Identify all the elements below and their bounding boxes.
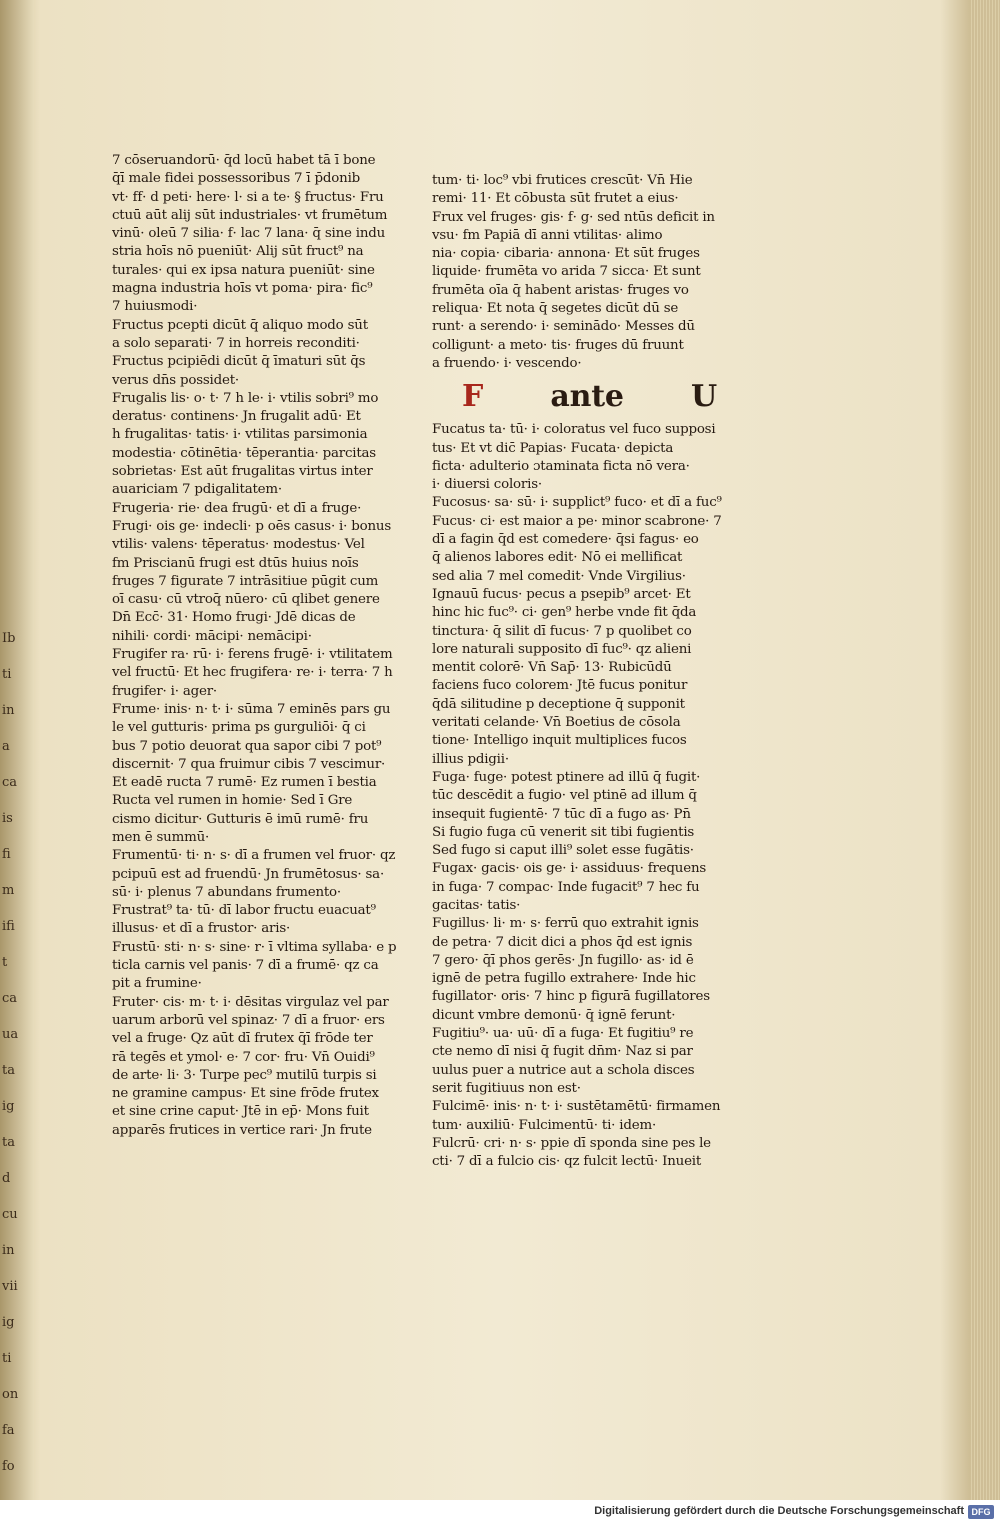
- text-line: vt· ff· d̄ peti· here· l· si a te· § fructus· Fru: [112, 189, 384, 205]
- margin-fragment: ca: [2, 991, 18, 1006]
- text-line: Fucosus· sa· sū· i· supplict⁹ fuco· et dī a fuc⁹: [432, 495, 722, 511]
- text-line: in fuga· 7 compac· Inde fugacit⁹ 7 hec fu: [432, 879, 700, 895]
- text-line: Frume· inis· n· t· i· sūma 7 eminēs pars gu: [112, 701, 391, 717]
- text-line: Fructus pcepti dicūt q̄ aliquo modo sūt: [112, 317, 368, 333]
- left-text-column: [112, 152, 402, 1140]
- text-line: bus 7 potio deuorat qua sapor cibi 7 pot⁹: [112, 738, 382, 754]
- margin-fragment: ti: [2, 1351, 12, 1366]
- text-line: illius pdigii·: [432, 751, 509, 767]
- text-line: nia· copia· cibaria· annona· Et sūt fruges: [432, 246, 700, 262]
- text-line: h frugalitas· tatis· i· vtilitas parsimonia: [112, 427, 368, 443]
- text-line: Fructus pcipiēdi dicūt q̄ īmaturi sūt q̄s: [112, 354, 366, 370]
- text-line: cismo dicitur· Gutturis ē imū rumē· fru: [112, 811, 369, 827]
- margin-fragment: in: [2, 1243, 15, 1258]
- text-line: stria hoīs nō pueniūt· Alij sūt fruct⁹ na: [112, 244, 364, 260]
- text-line: men ē summū·: [112, 829, 210, 845]
- text-line: Si fugio fuga cū venerit sit tibi fugientis: [432, 824, 695, 840]
- text-line: q̄dā silitudine p deceptione q̄ supponit: [432, 696, 685, 712]
- text-line: mentit colorē· Vn̄ Sap̄· 13· Rubicūdū: [432, 660, 672, 676]
- text-line: runt· a serendo· i· seminādo· Messes dū: [432, 319, 695, 335]
- text-line: fm Priscianū frugi est dtūs huius noīs: [112, 555, 359, 571]
- text-line: i· diuersi coloris·: [432, 477, 542, 493]
- text-line: Frugalis lis· o· t· 7 h le· i· vtilis sobri⁹ mo: [112, 390, 379, 406]
- margin-fragment: Ib: [2, 631, 16, 646]
- section-final: U: [691, 379, 717, 415]
- text-line: gacitas· tatis·: [432, 897, 521, 913]
- right-column-top-block: [432, 172, 737, 373]
- margin-fragment: fo: [2, 1459, 15, 1474]
- margin-fragment: ua: [2, 1027, 19, 1042]
- text-line: a solo separati· 7 in horreis reconditi·: [112, 335, 360, 351]
- margin-fragment: ta: [2, 1063, 15, 1078]
- text-line: sobrietas· Est aūt frugalitas virtus inter: [112, 464, 373, 480]
- text-line: Fucus· ci· est maior a pe· minor scabrone· 7: [432, 513, 722, 529]
- text-line: Ructa vel rumen in homie· Sed ī Gre: [112, 793, 353, 809]
- text-line: 7 cōseruandorū· q̄d locū habet tā ī bone: [112, 153, 376, 168]
- text-line: Fuga· fuge· potest ptinere ad illū q̄ fugit·: [432, 769, 701, 785]
- text-line: rā tegēs et ymol· e· 7 cor· fru· Vn̄ Ouidi⁹: [112, 1049, 375, 1065]
- text-line: a fruendo· i· vescendo·: [432, 355, 582, 371]
- text-line: Frustū· sti· n· s· sine· r· ī vltima syllaba· e p: [112, 939, 397, 955]
- text-line: lore naturali supposito dī fuc⁹· qz alieni: [432, 641, 692, 657]
- margin-fragment: fi: [2, 847, 11, 862]
- text-line: discernit· 7 qua fruimur cibis 7 vescimur·: [112, 756, 386, 772]
- margin-fragment: a: [2, 739, 10, 754]
- text-line: hinc hic fuc⁹· ci· gen⁹ herbe vnde fit q̄da: [432, 605, 697, 621]
- text-line: q̄ī mal̄e fidei possessoribus 7 ī p̄donib: [112, 171, 361, 187]
- section-initial: F: [462, 379, 484, 415]
- text-line: Fugitiu⁹· ua· uū· dī a fuga· Et fugitiu⁹ re: [432, 1026, 694, 1042]
- text-line: tus· Et vt dic̄ Papias· Fucata· depicta: [432, 440, 674, 456]
- text-line: frumēta oīa q̄ habent aristas· fruges vo: [432, 282, 689, 298]
- text-line: 7 gero· q̄ī phos gerēs· Jn fugillo· as· id ē: [432, 952, 694, 968]
- text-line: modestia· cōtinētia· tēperantia· parcitas: [112, 445, 376, 461]
- margin-fragment: ta: [2, 1135, 15, 1150]
- text-line: tione· Intelligo inquit multiplices fucos: [432, 733, 687, 749]
- text-line: uarum arborū vel spinaz· 7 dī a fruor· ers: [112, 1012, 385, 1028]
- text-line: Et eadē ructa 7 rumē· Ez rumen ī bestia: [112, 775, 377, 791]
- margin-fragment: m: [2, 883, 15, 898]
- text-line: colligunt· a meto· tis· fruges dū fruunt: [432, 337, 684, 353]
- text-line: ticla carnis vel panis· 7 dī a frumē· qz ca: [112, 958, 379, 974]
- text-line: liquide· frumēta vo arida 7 sicca· Et sunt: [432, 264, 701, 280]
- text-line: Sed fugo si caput illi⁹ solet esse fugātis·: [432, 843, 694, 859]
- text-line: de petra· 7 dicit dici a phos q̄d est ignis: [432, 934, 693, 950]
- text-line: cte nemo dī nisi q̄ fugit dn̄m· Naz si par: [432, 1044, 693, 1060]
- text-line: turales· qui ex ipsa natura pueniūt· sine: [112, 262, 375, 278]
- text-line: et sine crine caput· Jtē in ep̄· Mons fuit: [112, 1104, 369, 1120]
- section-heading: [432, 373, 737, 421]
- text-line: Frugifer ra· rū· i· ferens frugē· i· vtilitatem: [112, 647, 393, 663]
- text-line: le vel gutturis· prima ps gurguliōi· q̄ ci: [112, 720, 366, 736]
- text-line: insequit fugientē· 7 tūc dī a fugo as· Pn̄: [432, 806, 691, 822]
- text-line: vsu· fm Papiā dī anni vtilitas· alimo: [432, 227, 663, 243]
- margin-fragment: cu: [2, 1207, 18, 1222]
- text-line: de arte· li· 3· Turpe pec⁹ mutilū turpis si: [112, 1067, 377, 1083]
- margin-fragment: on: [2, 1387, 19, 1402]
- text-line: fruges 7 figurate 7 intrāsitiue pūgit cum: [112, 573, 379, 589]
- margin-fragment: d: [2, 1171, 11, 1186]
- margin-fragment: is: [2, 811, 13, 826]
- text-line: pcipuū est ad fruendū· Jn frumētosus· sa·: [112, 866, 385, 882]
- text-line: Frux vel fruges· gis· f· g· sed ntūs deficit in: [432, 209, 715, 225]
- text-line: ne gramine campus· Et sine frōde frutex: [112, 1086, 379, 1102]
- text-line: dī a fagin q̄d est comedere· q̄si fagus· eo: [432, 532, 699, 548]
- text-line: cti· 7 dī a fulcio cis· qz fulcit lectū· Inueit: [432, 1154, 702, 1170]
- text-line: Frugi· ois ge· indecli· p oēs casus· i· bonus: [112, 518, 392, 534]
- margin-fragment: fa: [2, 1423, 15, 1438]
- margin-fragment: t: [2, 955, 8, 970]
- footer-credit: Digitalisierung gefördert durch die Deutsche Forschungsgemeinschaft: [594, 1505, 964, 1517]
- margin-fragment: in: [2, 703, 15, 718]
- text-line: tum· ti· loc⁹ vbi frutices crescūt· Vn̄ Hie: [432, 173, 693, 188]
- book-page-edges: [970, 0, 1000, 1500]
- text-line: tinctura· q̄ silit dī fucus· 7 p quolibet co: [432, 623, 692, 639]
- text-line: vel a fruge· Qz aūt dī frutex q̄ī frōde ter: [112, 1031, 373, 1047]
- text-line: sed alia 7 mel comedit· Vnde Virgilius·: [432, 568, 686, 584]
- text-line: tum· auxiliū· Fulcimentū· ti· idem·: [432, 1117, 657, 1133]
- text-line: ficta· adulterio ɔtaminata ficta nō vera·: [432, 458, 690, 474]
- dfg-logo: DFG: [968, 1505, 994, 1519]
- text-line: deratus· continens· Jn frugalit adū· Et: [112, 409, 361, 425]
- text-line: frugifer· i· ager·: [112, 683, 217, 699]
- text-line: illusus· et dī a frustor· aris·: [112, 921, 291, 937]
- text-line: nihili· cordi· mācipi· nemācipi·: [112, 628, 312, 644]
- text-line: pit a frumine·: [112, 976, 202, 992]
- text-line: veritati celande· Vn̄ Boetius de cōsola: [432, 715, 681, 731]
- text-line: Frumentū· ti· n· s· dī a frumen vel fruor· qz: [112, 848, 396, 864]
- text-line: tūc descēdit a fugio· vel ptinē ad illum q̄: [432, 788, 697, 804]
- text-line: Fugillus· li· m· s· ferrū quo extrahit ignis: [432, 916, 699, 932]
- margin-fragment: vii: [2, 1279, 18, 1294]
- text-line: auariciam 7 pdigalitatem·: [112, 482, 282, 498]
- text-line: q̄ alienos labores edit· Nō ei mellificat: [432, 550, 683, 566]
- text-line: faciens fuco colorem· Jtē fucus ponitur: [432, 678, 688, 694]
- text-line: fugillator· oris· 7 hinc p figurā fugillatores: [432, 989, 710, 1005]
- text-line: Fugax· gacis· ois ge· i· assiduus· frequens: [432, 861, 707, 877]
- margin-fragment: ig: [2, 1099, 15, 1114]
- section-word: ante: [550, 379, 624, 415]
- margin-fragment: ifi: [2, 919, 15, 934]
- text-line: Frustrat⁹ ta· tū· dī labor fructu euacuat⁹: [112, 903, 376, 919]
- text-line: serit fugitiuus non est·: [432, 1080, 581, 1096]
- text-line: oī casu· cū vtroq̄ nūero· cū qlibet genere: [112, 592, 380, 608]
- text-line: ctuū aūt alij sūt industriales· vt frumētum: [112, 207, 388, 223]
- right-text-column: [432, 172, 737, 1171]
- text-line: verus dn̄s possidet·: [112, 372, 239, 388]
- text-line: uulus puer a nutrice aut a schola disces: [432, 1062, 695, 1078]
- margin-fragment: ti: [2, 667, 12, 682]
- text-line: Fruter· cis· m· t· i· dēsitas virgulaz vel par: [112, 994, 389, 1010]
- text-line: remi· 11· Et cōbusta sūt frutet a eius·: [432, 191, 679, 207]
- text-line: sū· i· plenus 7 abundans frumento·: [112, 884, 341, 900]
- text-line: 7 huiusmodi·: [112, 299, 198, 315]
- text-line: apparēs frutices in vertice rari· Jn frute: [112, 1122, 372, 1138]
- text-line: Dn̄ Ecc̄· 31· Homo frugi· Jdē dicas de: [112, 610, 356, 626]
- text-line: Frugeria· rie· dea frugū· et dī a fruge·: [112, 500, 362, 516]
- text-line: Fulcrū· cri· n· s· ppie dī sponda sine pes le: [432, 1135, 711, 1151]
- text-line: Ignauū fucus· pecus a psepib⁹ arcet· Et: [432, 586, 691, 602]
- right-column-bottom-block: [432, 421, 737, 1171]
- text-line: magna industria hoīs vt poma· pira· fic⁹: [112, 281, 373, 297]
- text-line: Fucatus ta· tū· i· coloratus vel fuco supposi: [432, 422, 716, 438]
- text-line: vtilis· valens· tēperatus· modestus· Vel: [112, 537, 365, 553]
- text-line: vinū· oleū 7 silia· f· lac 7 lana· q̄ sine indu: [112, 226, 386, 242]
- text-line: Fulcimē· inis· n· t· i· sustētamētū· firmamen: [432, 1099, 721, 1115]
- margin-fragment: ca: [2, 775, 18, 790]
- text-line: vel fructū· Et hec frugifera· re· i· terra· 7 h: [112, 665, 393, 681]
- text-line: ignē de petra fugillo extrahere· Inde hic: [432, 971, 696, 987]
- text-line: dicunt vmbre demonū· q̄ ignē ferunt·: [432, 1007, 676, 1023]
- text-line: reliqua· Et nota q̄ segetes dicūt dū se: [432, 301, 679, 317]
- margin-fragment: ig: [2, 1315, 15, 1330]
